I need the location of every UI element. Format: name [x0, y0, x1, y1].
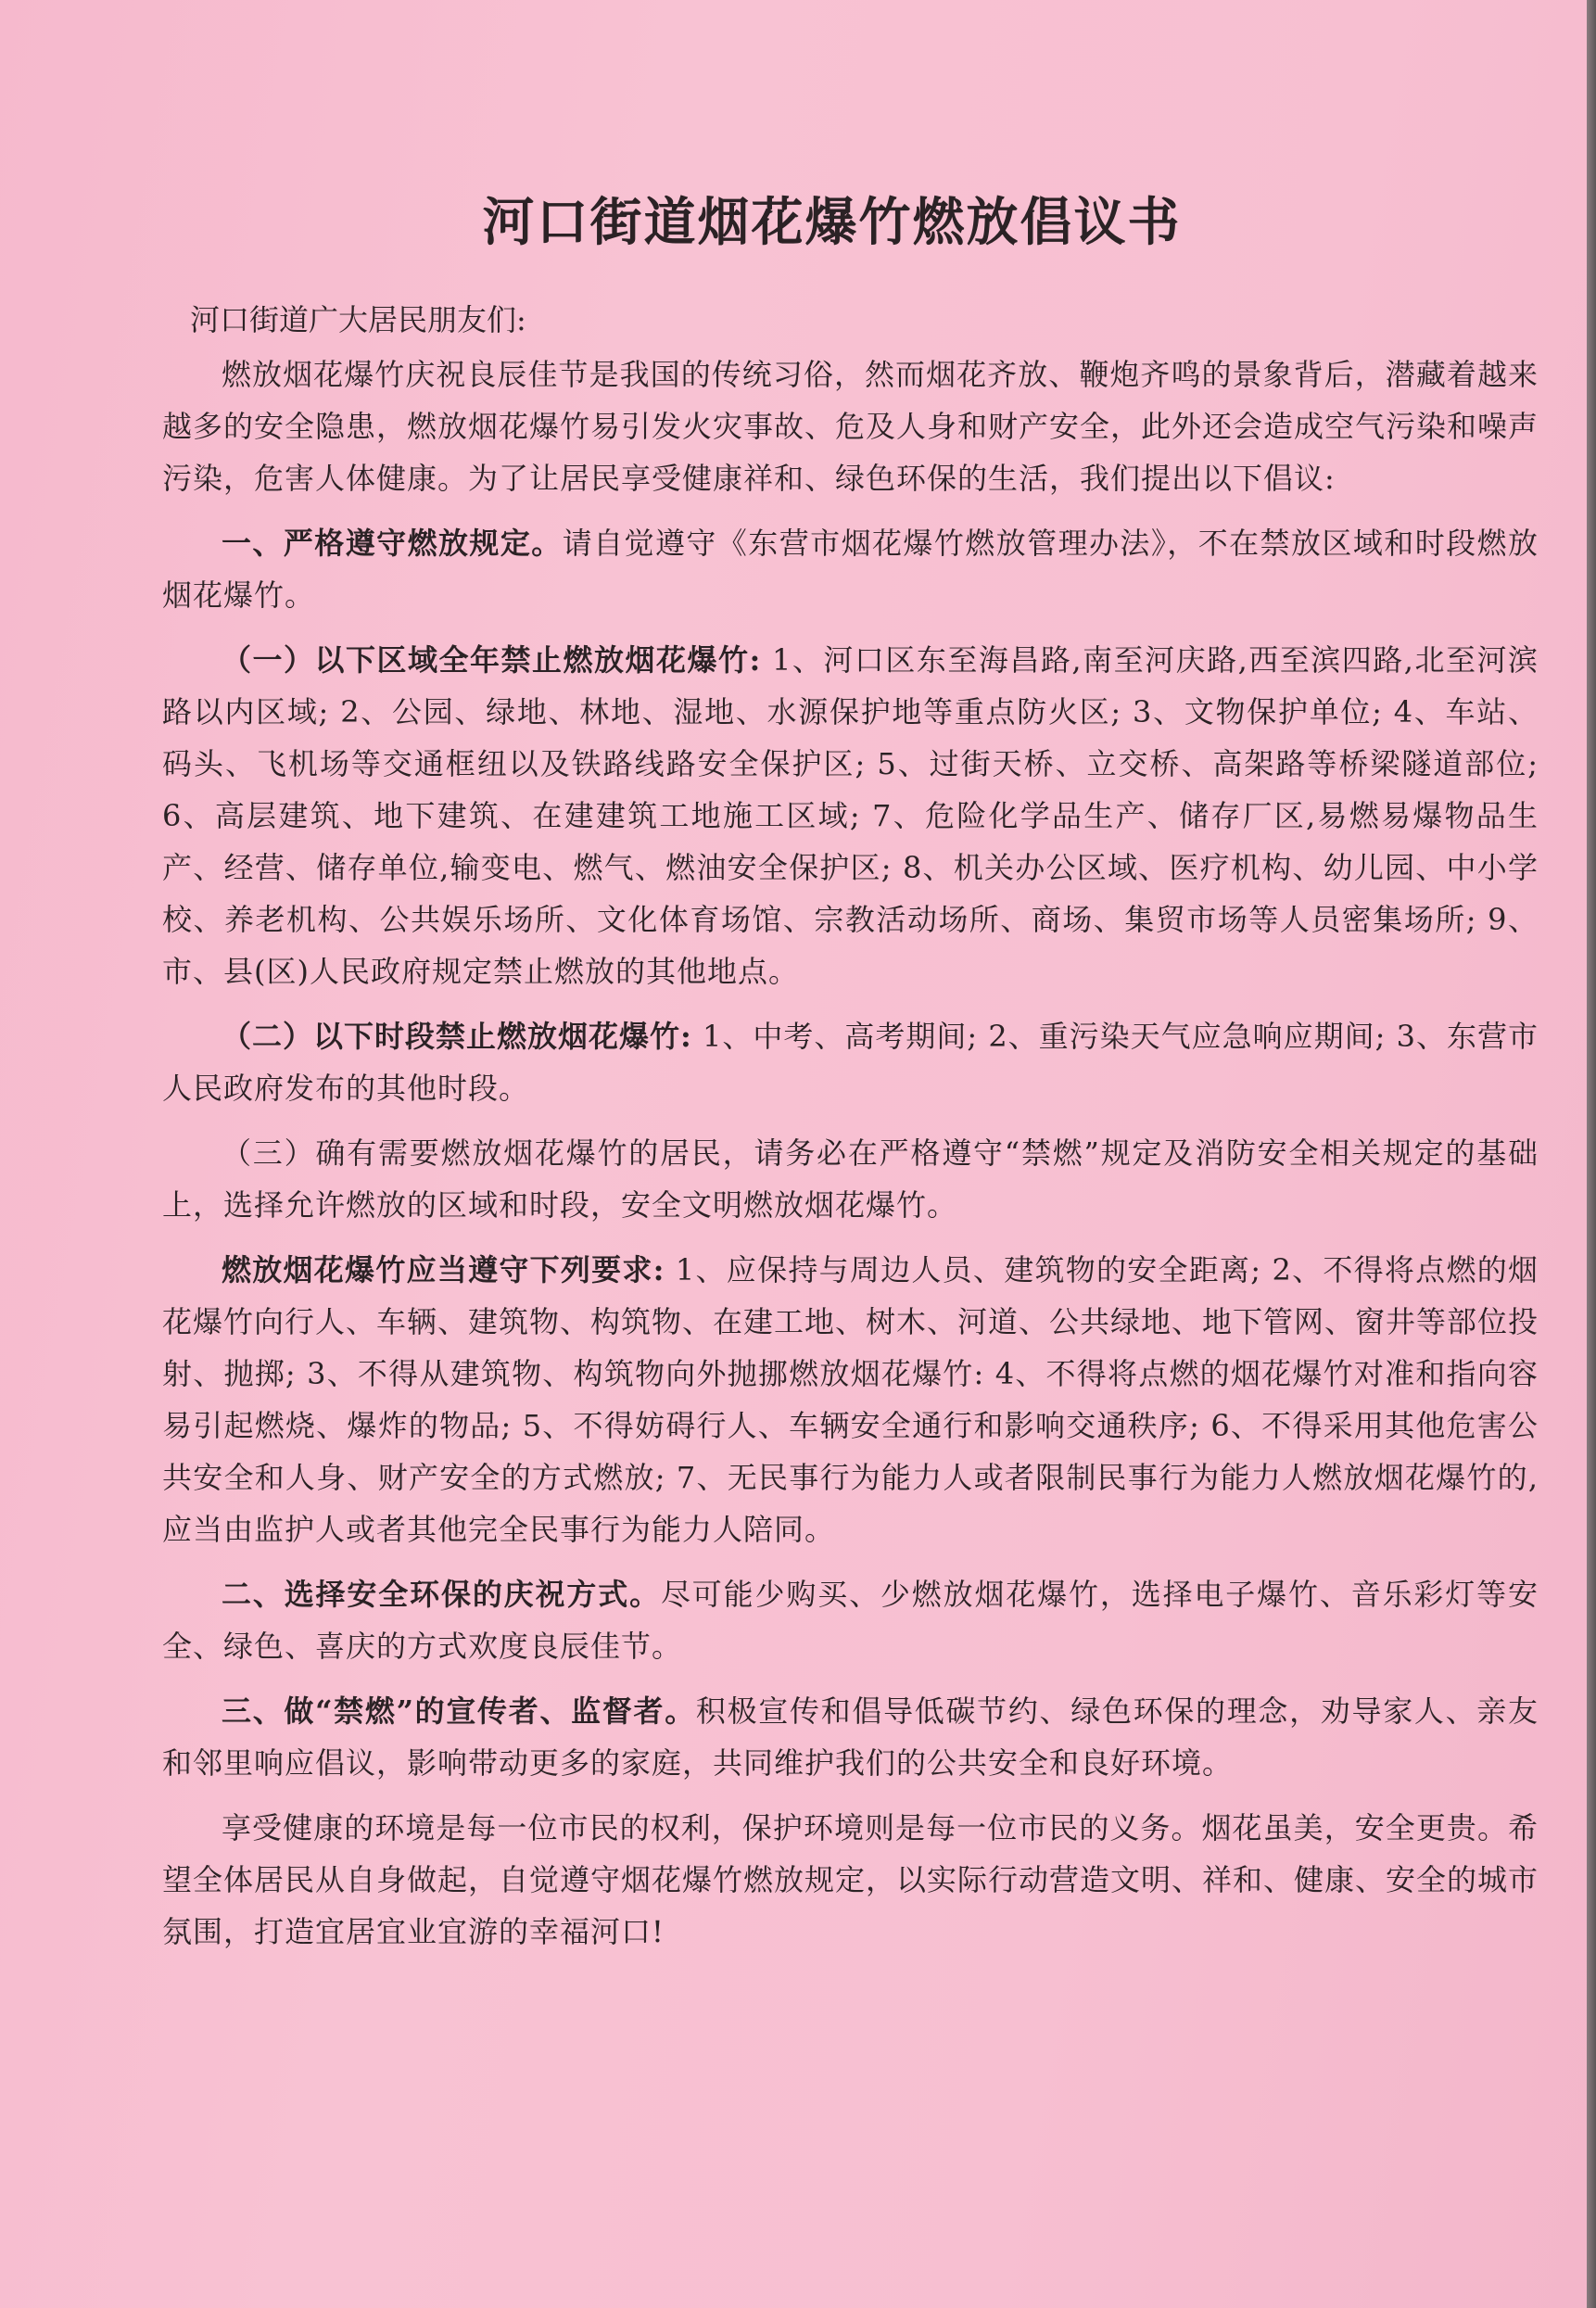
paragraph-lead: 二、选择安全环保的庆祝方式。	[222, 1577, 661, 1612]
paragraph	[162, 1244, 1539, 1555]
paragraph-text: 1、中考、高考期间; 2、重污染天气应急响应期间; 3、东营市人民政府发布的其他时段。	[162, 1019, 1539, 1106]
paragraph	[162, 1568, 1539, 1672]
paragraph-text: 燃放烟花爆竹庆祝良辰佳节是我国的传统习俗，然而烟花齐放、鞭炮齐鸣的景象背后，潜藏着越来越多的安全隐患，燃放烟花爆竹易引发火灾事故、危及人身和财产安全，此外还会造成空气污染和噪声污染，危害人体健康。为了让居民享受健康祥和、绿色环保的生活，我们提出以下倡议:	[162, 357, 1539, 496]
paragraph-lead: （一）以下区域全年禁止燃放烟花爆竹:	[222, 642, 762, 678]
paragraph	[162, 1685, 1539, 1789]
paragraph-text: 尽可能少购买、少燃放烟花爆竹，选择电子爆竹、音乐彩灯等安全、绿色、喜庆的方式欢度良辰佳节。	[162, 1577, 1539, 1664]
paragraph-lead: （二）以下时段禁止燃放烟花爆竹:	[222, 1019, 692, 1054]
paragraph-text: 请自觉遵守《东营市烟花爆竹燃放管理办法》，不在禁放区域和时段燃放烟花爆竹。	[162, 526, 1539, 613]
paragraph-lead: 燃放烟花爆竹应当遵守下列要求:	[222, 1252, 665, 1287]
paragraph	[162, 1010, 1539, 1114]
document-title: 河口街道烟花爆竹燃放倡议书	[482, 192, 1182, 253]
paragraph-text: （三）确有需要燃放烟花爆竹的居民，请务必在严格遵守“禁燃”规定及消防安全相关规定的基础上，选择允许燃放的区域和时段，安全文明燃放烟花爆竹。	[162, 1135, 1539, 1223]
paragraph-lead: 一、严格遵守燃放规定。	[222, 526, 563, 561]
body-paragraphs	[162, 349, 1539, 1958]
page-edge-shadow	[1587, 0, 1596, 2308]
paragraph-text: 积极宣传和倡导低碳节约、绿色环保的理念，劝导家人、亲友和邻里响应倡议，影响带动更多的家庭，共同维护我们的公共安全和良好环境。	[162, 1693, 1539, 1781]
paragraph	[162, 1127, 1539, 1231]
paragraph-text: 1、应保持与周边人员、建筑物的安全距离; 2、不得将点燃的烟花爆竹向行人、车辆、建筑物、构筑物、在建工地、树木、河道、公共绿地、地下管网、窗井等部位投射、抛掷; 3、不得从建筑物、构筑物向外抛挪燃放烟花爆竹: 4、不得将点燃的烟花爆竹对准和指向容易引起燃烧、爆炸的物品; 5、不得妨碍行人、车辆安全通行和影响交通秩序; 6、不得采用其他危害公共安全和人身、财产安全的方式燃放; 7、无民事行为能力人或者限制民事行为能力人燃放烟花爆竹的,应当由监护人或者其他完全民事行为能力人陪同。	[162, 1252, 1539, 1547]
paragraph	[162, 1802, 1539, 1958]
paragraph	[162, 517, 1539, 621]
paragraph-text: 享受健康的环境是每一位市民的权利，保护环境则是每一位市民的义务。烟花虽美，安全更贵。希望全体居民从自身做起，自觉遵守烟花爆竹燃放规定，以实际行动营造文明、祥和、健康、安全的城市氛围，打造宜居宜业宜游的幸福河口!	[162, 1810, 1539, 1949]
paragraph-lead: 三、做“禁燃”的宣传者、监督者。	[222, 1693, 696, 1729]
salutation: 河口街道广大居民朋友们:	[190, 302, 526, 337]
paragraph-text: 1、河口区东至海昌路,南至河庆路,西至滨四路,北至河滨路以内区域; 2、公园、绿地、林地、湿地、水源保护地等重点防火区; 3、文物保护单位; 4、车站、码头、飞机场等交通框纽以及铁路线路安全保护区; 5、过街天桥、立交桥、高架路等桥梁隧道部位; 6、高层建筑、地下建筑、在建建筑工地施工区域; 7、危险化学品生产、储存厂区,易燃易爆物品生产、经营、储存单位,输变电、燃气、燃油安全保护区; 8、机关办公区域、医疗机构、幼儿园、中小学校、养老机构、公共娱乐场所、文化体育场馆、宗教活动场所、商场、集贸市场等人员密集场所; 9、市、县(区)人民政府规定禁止燃放的其他地点。	[162, 642, 1539, 989]
paragraph	[162, 349, 1539, 504]
paragraph	[162, 634, 1539, 997]
